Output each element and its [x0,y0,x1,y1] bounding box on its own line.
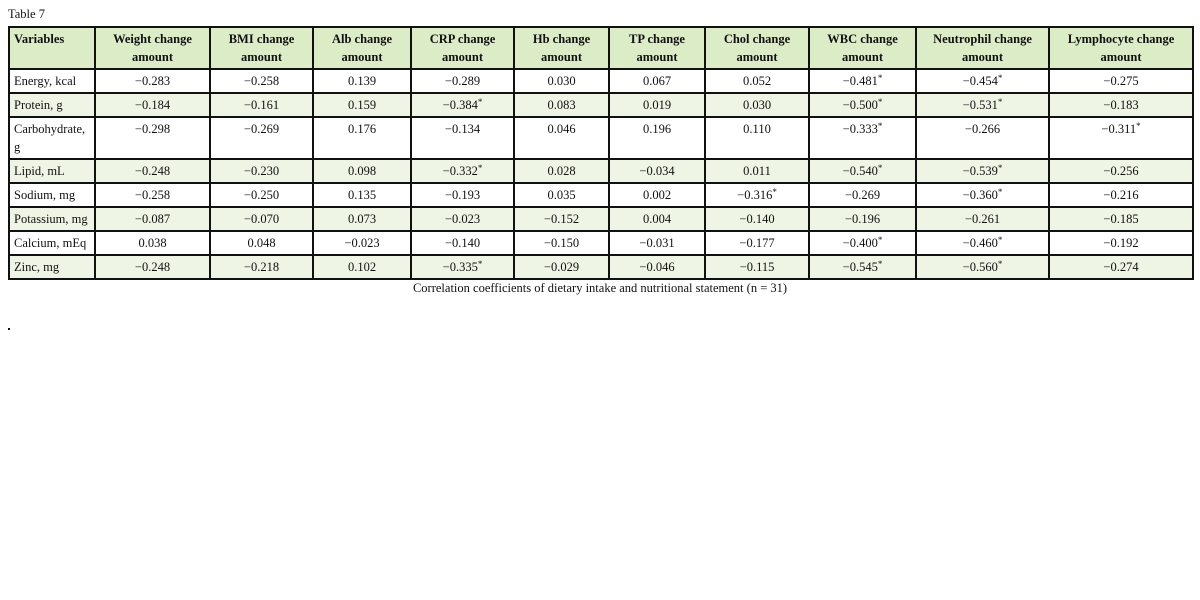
row-label: Zinc, mg [9,255,95,279]
cell-value: −0.454 [962,74,998,88]
table-cell [313,93,411,117]
table-cell [210,93,313,117]
table-cell [809,117,916,159]
row-label: Calcium, mEq [9,231,95,255]
cell-value: −0.545 [842,260,878,274]
cell-value: −0.185 [1103,212,1139,226]
cell-value: −0.333 [842,122,878,136]
cell-value: −0.193 [444,188,481,202]
table-cell [809,93,916,117]
table-cell [1049,117,1193,159]
cell-value: 0.035 [547,188,576,202]
cell-value: −0.400 [842,236,878,250]
cell-value: −0.216 [1103,188,1139,202]
cell-value: −0.218 [243,260,280,274]
table-cell [809,159,916,183]
cell-value: −0.261 [964,212,1001,226]
column-header: TP change amount [609,27,705,69]
table-cell [609,183,705,207]
table-cell [95,183,210,207]
table-cell [210,231,313,255]
table-cell [313,255,411,279]
table-cell [809,255,916,279]
table-cell [95,159,210,183]
table-cell [514,231,609,255]
table-cell [210,69,313,93]
table-cell [210,159,313,183]
table-cell [916,207,1049,231]
cell-value: 0.139 [347,74,377,88]
cell-value: 0.135 [347,188,377,202]
cell-value: −0.115 [739,260,775,274]
column-header: Neutrophil change amount [916,27,1049,69]
table-cell [411,69,514,93]
cell-value: 0.067 [642,74,672,88]
table-cell [95,231,210,255]
significance-mark: * [997,97,1003,107]
table-body [9,69,1193,279]
significance-mark: * [997,259,1003,269]
cell-value: −0.360 [962,188,998,202]
header-row [9,27,1193,69]
cell-value: 0.011 [743,164,771,178]
cell-value: −0.384 [442,98,478,112]
table-row [9,93,1193,117]
cell-value: −0.335 [442,260,478,274]
significance-mark: * [477,259,483,269]
cell-value: −0.298 [134,122,171,136]
table-cell [609,255,705,279]
cell-value: −0.023 [444,212,481,226]
row-label: Protein, g [9,93,95,117]
cell-value: −0.481 [842,74,878,88]
cell-value: −0.316 [737,188,773,202]
table-cell [313,159,411,183]
cell-value: −0.275 [1103,74,1139,88]
cell-value: 0.052 [742,74,772,88]
table-cell [609,69,705,93]
cell-value: −0.023 [344,236,380,250]
header-variables: Variables [9,27,95,69]
table-cell [1049,93,1193,117]
cell-value: −0.248 [134,164,171,178]
column-header: Alb change amount [313,27,411,69]
correlation-table [8,26,1194,280]
cell-value: −0.560 [962,260,998,274]
cell-value: 0.176 [347,122,377,136]
column-header: Lymphocyte change amount [1049,27,1193,69]
cell-value: 0.019 [642,98,672,112]
table-cell [411,183,514,207]
column-header: Hb change amount [514,27,609,69]
table-cell [514,159,609,183]
table-cell [313,207,411,231]
significance-mark: * [997,73,1003,83]
cell-value: −0.250 [243,188,280,202]
cell-value: −0.152 [543,212,580,226]
table-row [9,117,1193,159]
table-row [9,231,1193,255]
cell-value: −0.269 [243,122,280,136]
table-cell [1049,231,1193,255]
table-cell [916,159,1049,183]
significance-mark: * [877,235,883,245]
cell-value: −0.269 [844,188,881,202]
table-cell [609,93,705,117]
table-row [9,159,1193,183]
cell-value: −0.029 [543,260,580,274]
cell-value: 0.159 [347,98,377,112]
table-cell [809,207,916,231]
cell-value: −0.140 [444,236,481,250]
table-cell [411,207,514,231]
table-cell [916,231,1049,255]
table-cell [1049,207,1193,231]
significance-mark: * [877,121,883,131]
table-cell [705,255,809,279]
cell-value: 0.004 [642,212,672,226]
cell-value: −0.531 [962,98,998,112]
table-cell [809,183,916,207]
significance-mark: * [772,187,777,197]
significance-mark: * [997,163,1003,173]
table-cell [1049,69,1193,93]
cell-value: −0.274 [1103,260,1139,274]
significance-mark: * [997,187,1003,197]
cell-value: −0.332 [442,164,478,178]
cell-value: −0.539 [962,164,998,178]
row-label: Potassium, mg [9,207,95,231]
stray-dot [8,328,10,330]
table-cell [210,255,313,279]
cell-value: 0.073 [347,212,377,226]
table-cell [705,117,809,159]
cell-value: −0.500 [842,98,878,112]
table-caption: Correlation coefficients of dietary intake and nutritional statement (n = 31) [412,281,788,295]
table-cell [95,69,210,93]
cell-value: 0.102 [347,260,377,274]
cell-value: 0.048 [247,236,276,250]
cell-value: −0.248 [134,260,171,274]
table-cell [514,183,609,207]
table-cell [411,159,514,183]
cell-value: 0.030 [547,74,576,88]
cell-value: −0.258 [134,188,171,202]
cell-value: −0.460 [962,236,998,250]
table-cell [705,159,809,183]
table-row [9,69,1193,93]
table-cell [210,117,313,159]
cell-value: −0.070 [243,212,280,226]
significance-mark: * [1136,121,1141,131]
table-cell [313,117,411,159]
column-header: BMI change amount [210,27,313,69]
table-cell [705,231,809,255]
table-cell [705,183,809,207]
table-cell [705,207,809,231]
table-cell [514,93,609,117]
table-cell [609,207,705,231]
column-header: WBC change amount [809,27,916,69]
cell-value: −0.258 [243,74,280,88]
cell-value: 0.196 [642,122,672,136]
significance-mark: * [877,73,883,83]
table-label: Table 7 [8,7,45,21]
table-cell [95,255,210,279]
table-cell [916,69,1049,93]
significance-mark: * [477,163,483,173]
row-label: Sodium, mg [9,183,95,207]
cell-value: −0.031 [639,236,675,250]
cell-value: 0.110 [743,122,771,136]
column-header: CRP change amount [411,27,514,69]
table-cell [809,231,916,255]
table-cell [514,69,609,93]
cell-value: −0.283 [134,74,171,88]
table-cell [411,117,514,159]
significance-mark: * [877,259,883,269]
significance-mark: * [997,235,1003,245]
cell-value: −0.134 [444,122,481,136]
table-row [9,255,1193,279]
table-row [9,183,1193,207]
cell-value: −0.161 [243,98,280,112]
cell-value: 0.038 [138,236,167,250]
significance-mark: * [877,163,883,173]
table-cell [95,93,210,117]
cell-value: −0.150 [543,236,580,250]
cell-value: 0.083 [547,98,576,112]
table-cell [916,183,1049,207]
table-cell [411,255,514,279]
cell-value: −0.184 [134,98,171,112]
table-container [8,6,1192,296]
table-cell [705,93,809,117]
table-cell [95,117,210,159]
table-cell [609,159,705,183]
table-cell [210,207,313,231]
cell-value: 0.046 [547,122,576,136]
table-cell [916,117,1049,159]
column-header: Chol change amount [705,27,809,69]
cell-value: −0.034 [639,164,675,178]
table-cell [809,69,916,93]
table-cell [313,231,411,255]
table-cell [609,117,705,159]
cell-value: −0.192 [1103,236,1139,250]
table-cell [1049,159,1193,183]
table-cell [313,183,411,207]
cell-value: −0.140 [739,212,775,226]
row-label: Energy, kcal [9,69,95,93]
table-cell [95,207,210,231]
row-label: Lipid, mL [9,159,95,183]
table-cell [514,207,609,231]
cell-value: 0.002 [642,188,672,202]
table-cell [514,117,609,159]
table-row [9,207,1193,231]
cell-value: −0.256 [1103,164,1139,178]
cell-value: 0.028 [547,164,576,178]
cell-value: 0.030 [742,98,772,112]
table-cell [514,255,609,279]
table-cell [916,255,1049,279]
table-cell [411,231,514,255]
table-cell [313,69,411,93]
cell-value: −0.289 [444,74,481,88]
cell-value: −0.183 [1103,98,1139,112]
cell-value: −0.196 [844,212,881,226]
cell-value: −0.046 [639,260,675,274]
table-cell [411,93,514,117]
cell-value: −0.177 [739,236,775,250]
cell-value: −0.087 [134,212,171,226]
table-cell [609,231,705,255]
row-label: Carbohydrate, g [9,117,95,159]
cell-value: −0.540 [842,164,878,178]
table-cell [705,69,809,93]
significance-mark: * [477,97,483,107]
table-cell [916,93,1049,117]
column-header: Weight change amount [95,27,210,69]
table-cell [1049,255,1193,279]
cell-value: 0.098 [347,164,377,178]
table-cell [1049,183,1193,207]
cell-value: −0.311 [1101,122,1137,136]
significance-mark: * [877,97,883,107]
table-cell [210,183,313,207]
cell-value: −0.266 [964,122,1001,136]
cell-value: −0.230 [243,164,280,178]
